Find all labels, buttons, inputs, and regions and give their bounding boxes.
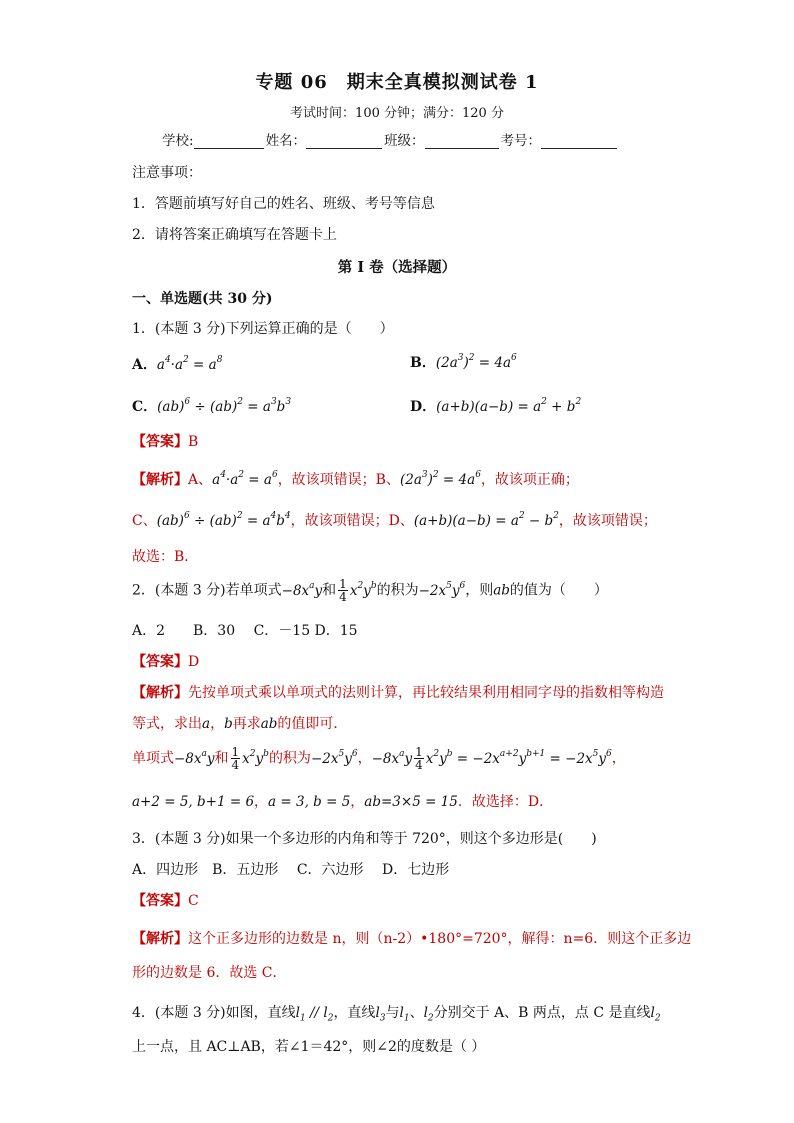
- q2-options[interactable]: A．2 B．30 C．－15 D．15: [132, 623, 358, 639]
- exam-info: 考试时间：100 分钟；满分：120 分: [290, 106, 504, 121]
- q4-stem-line1: 4．(本题 3 分)如图，直线$l_1 // l_2$，直线$l_3$与$l_1$、$l_2$分别交于 A、B 两点，点 C 是直线$l_2$: [132, 1005, 661, 1024]
- q2-stem-a: 2．(本题 3 分)若单项式: [132, 582, 282, 599]
- q2-line3-a: 单项式: [132, 750, 174, 767]
- q1-option-d[interactable]: D．$(a+b)(a-b) = a^2 + b^2$: [410, 397, 582, 415]
- q1-analysis-d-end: ，故该项错误；: [558, 513, 657, 529]
- analysis-tag: 【解析】: [132, 685, 188, 701]
- q2-answer-value: D: [188, 654, 200, 670]
- q2-analysis-2a: 等式，求出: [132, 716, 202, 732]
- q3-options[interactable]: A．四边形 B．五边形 C．六边形 D．七边形: [132, 862, 450, 878]
- q3-stem: 3．(本题 3 分)如果一个多边形的内角和等于 720°，则这个多边形是( ): [132, 831, 597, 847]
- q1-stem: 1．(本题 3 分)下列运算正确的是（ ）: [132, 321, 394, 337]
- answer-tag: 【答案】: [132, 434, 188, 450]
- class-label: 班级：: [384, 133, 425, 149]
- answer-tag: 【答案】: [132, 893, 188, 909]
- answer-tag: 【答案】: [132, 654, 188, 670]
- q2-stem-e: 的值为（ ）: [509, 582, 608, 599]
- q1-option-b-label: B．: [410, 355, 436, 371]
- q4-stem-line2: 上一点，且 AC⊥AB，若∠1＝42°，则∠2的度数是（ ）: [132, 1039, 486, 1055]
- name-blank[interactable]: [306, 134, 382, 149]
- q1-answer: [132, 431, 198, 451]
- notes-item-2: 2．请将答案正确填写在答题卡上: [132, 227, 337, 243]
- q2-line4-end: ．故选择：D．: [457, 794, 554, 810]
- q2-stem-c: 的积为: [376, 582, 419, 599]
- q2-analysis-line3: 单项式$-8x^ay$和 $\frac{1}{4}$ $x^2y^b$的积为$-2x^5y^6$，$-8x^ay$ $\frac{1}{4}$ $x^2y^b = -2x^{a+2}y^{b+1} = -2x^5y^6$，: [132, 745, 626, 772]
- number-label: 考号：: [500, 133, 542, 149]
- q2-analysis-1: 先按单项式乘以单项式的法则计算，再比较结果利用相同字母的指数相等构造: [188, 685, 664, 701]
- school-label: 学校:: [162, 133, 194, 149]
- name-label: 姓名：: [265, 133, 307, 149]
- q3-analysis-line2: 形的边数是 6．故选 C．: [132, 965, 287, 981]
- q2-analysis-2b: 再求: [232, 716, 261, 732]
- q2-answer: [132, 651, 199, 671]
- q2-stem: 2．(本题 3 分)若单项式$-8x^ay$和 $\frac{1}{4}$ $x^2y^b$的积为$-2x^5y^6$，则ab的值为（ ）: [132, 577, 608, 604]
- q4-stem1-d: 、: [409, 1005, 424, 1021]
- q4-stem1-a: 4．(本题 3 分)如图，直线: [132, 1005, 296, 1021]
- section-heading: 一、单选题(共 30 分): [132, 291, 273, 307]
- q1-analysis-line2: C、$(ab)^6 \div (ab)^2 = a^4b^4$，故该项错误；D、$(a+b)(a-b) = a^2 - b^2$，故该项错误；: [132, 511, 657, 529]
- q2-stem-d: ，则: [465, 582, 494, 599]
- q2-analysis-line1: [132, 682, 664, 702]
- analysis-tag: 【解析】: [132, 472, 188, 488]
- q1-choose: 故选：B．: [132, 549, 199, 565]
- notes-item-1: 1．答题前填写好自己的姓名、班级、考号等信息: [132, 196, 435, 212]
- q4-stem1-e: 分别交于 A、B 两点，点 C 是直线: [433, 1005, 651, 1021]
- q1-option-a-label: A．: [132, 357, 157, 373]
- school-blank[interactable]: [194, 134, 264, 149]
- q4-stem1-c: 与: [385, 1005, 400, 1021]
- q2-analysis-line4: a+2 = 5, b+1 = 6，a = 3, b = 5，ab=3×5 = 15．故选择：D．: [132, 794, 554, 810]
- q2-stem-b: 和: [322, 582, 337, 599]
- q3-answer: [132, 890, 199, 910]
- q2-line3-c: 的积为: [268, 750, 311, 767]
- q1-analysis-a: A、: [188, 472, 213, 488]
- q1-option-a[interactable]: A．$a^4\cdot a^2 = a^8$: [132, 355, 223, 373]
- student-info-fields: [162, 129, 619, 149]
- number-blank[interactable]: [541, 134, 617, 149]
- q1-analysis-c: C、: [132, 513, 157, 529]
- q4-stem1-b: ，直线: [333, 1005, 376, 1021]
- q1-option-c-label: C．: [132, 399, 158, 415]
- q1-analysis-c-end: ，故该项错误；D、: [290, 513, 414, 529]
- q3-analysis-1: 这个正多边形的边数是 n，则（n-2）•180°=720°，解得：n=6．则这个正多边: [188, 931, 692, 947]
- notes-heading: 注意事项：: [132, 165, 202, 181]
- analysis-tag: 【解析】: [132, 931, 188, 947]
- q1-option-b[interactable]: B．$(2a^3)^2 = 4a^6$: [410, 353, 517, 371]
- page-title: 专题 06 期末全真模拟测试卷 1: [255, 72, 539, 93]
- q1-option-d-label: D．: [410, 399, 437, 415]
- q1-analysis-a-end: ，故该项错误；B、: [277, 472, 400, 488]
- q1-answer-value: B: [188, 434, 199, 450]
- q2-line3-b: 和: [214, 750, 229, 767]
- q2-analysis-line2: 等式，求出a，b再求ab的值即可．: [132, 716, 348, 732]
- volume-title: 第 I 卷（选择题）: [337, 259, 457, 276]
- q3-answer-value: C: [188, 893, 199, 909]
- q2-analysis-2c: 的值即可．: [277, 716, 348, 732]
- q1-analysis-b-end: ，故该项正确；: [480, 472, 579, 488]
- q1-analysis-line1: 【解析】A、$a^4\cdot a^2 = a^6$，故该项错误；B、$(2a^3)^2 = 4a^6$，故该项正确；: [132, 470, 579, 488]
- q3-analysis-line1: [132, 928, 691, 948]
- q1-option-c[interactable]: C．$(ab)^6 \div (ab)^2 = a^3b^3$: [132, 397, 292, 415]
- class-blank[interactable]: [425, 134, 499, 149]
